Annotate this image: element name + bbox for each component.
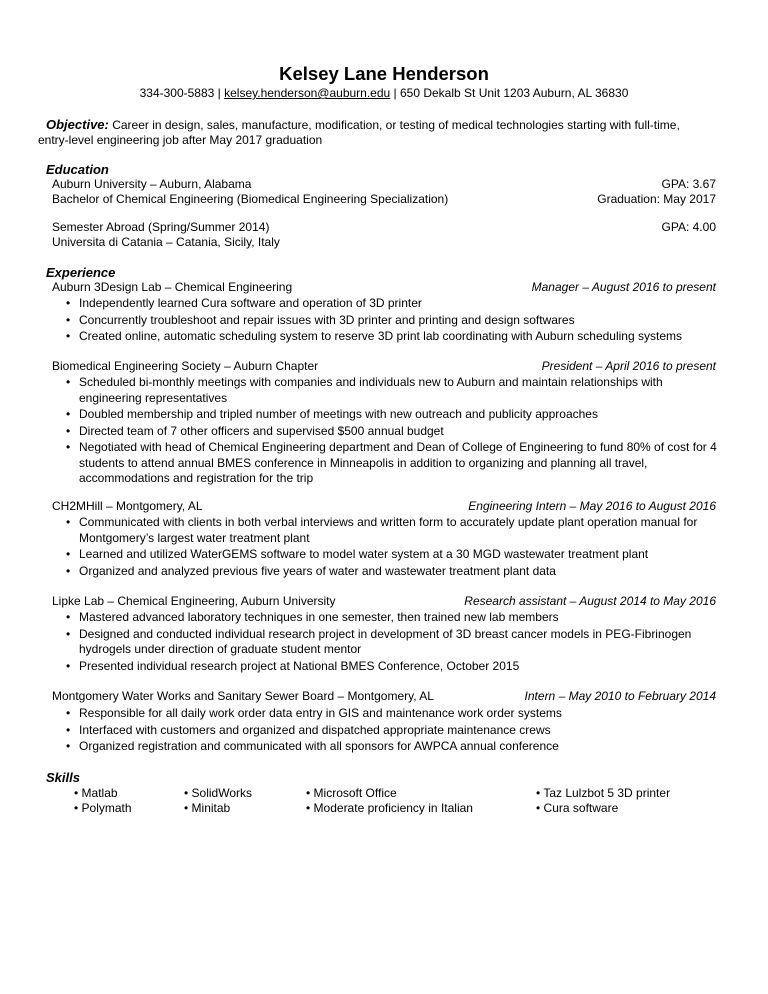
phone-number: 334-300-5883: [139, 86, 215, 100]
education-heading: Education: [46, 162, 109, 177]
skill-text: Taz Lulzbot 5 3D printer: [543, 786, 671, 800]
bullet-icon: •: [66, 739, 71, 753]
job-role: Manager – August 2016 to present: [531, 280, 716, 294]
bullet-text: Responsible for all daily work order data entry in GIS and maintenance work order systems: [79, 706, 562, 720]
job-role: Intern – May 2010 to February 2014: [524, 689, 716, 703]
bullet-icon: •: [66, 407, 71, 421]
list-item: [66, 564, 726, 580]
list-item: [66, 610, 726, 626]
skill-text: SolidWorks: [191, 786, 253, 800]
list-item: [184, 786, 252, 802]
bullet-icon: •: [66, 610, 71, 624]
education-row: [52, 192, 716, 207]
education-left: Universita di Catania – Catania, Sicily, Italy: [52, 235, 280, 249]
list-item: [66, 296, 726, 312]
bullet-icon: •: [536, 786, 541, 800]
list-item: [536, 786, 670, 802]
job-bullets: [66, 706, 726, 756]
bullet-icon: •: [184, 801, 189, 815]
bullet-icon: •: [66, 440, 71, 454]
job-bullets: [66, 375, 726, 488]
job-role: President – April 2016 to present: [541, 359, 716, 373]
applicant-name: Kelsey Lane Henderson: [279, 63, 489, 84]
job-header: [52, 280, 716, 295]
list-item: [66, 723, 726, 739]
bullet-icon: •: [536, 801, 541, 815]
education-right: GPA: 3.67: [661, 177, 716, 191]
contact-line: [0, 86, 768, 100]
job-header: [52, 359, 716, 374]
skill-text: Matlab: [81, 786, 118, 800]
list-item: [184, 801, 230, 817]
list-item: [66, 329, 726, 345]
skills-heading: Skills: [46, 770, 80, 785]
list-item: [66, 627, 726, 658]
bullet-text: Designed and conducted individual research project in development of 3D breast cancer models in PEG-Fibrinogen hydrogels under direction of graduate student mentor: [79, 626, 692, 656]
email-link[interactable]: kelsey.henderson@auburn.edu: [224, 86, 391, 100]
bullet-text: Negotiated with head of Chemical Engineering department and Dean of College of Engineering to fund 80% of cost for 4 students to attend annual BMES conference in Minneapolis in addition to organizing and planning all travel, accommodations and registration for the trip: [79, 440, 717, 485]
bullet-text: Interfaced with customers and organized and dispatched appropriate maintenance crews: [79, 722, 551, 737]
bullet-icon: •: [66, 563, 71, 578]
education-row: [52, 177, 716, 192]
bullet-text: Learned and utilized WaterGEMS software to model water system at a 30 MGD wastewater treatment plant: [79, 547, 649, 561]
bullet-icon: •: [66, 515, 71, 529]
bullet-icon: •: [66, 706, 71, 720]
bullet-text: Mastered advanced laboratory techniques in one semester, then trained new lab members: [79, 610, 559, 624]
bullet-text: Organized registration and communicated with all sponsors for AWPCA annual conference: [79, 739, 559, 753]
education-left: Bachelor of Chemical Engineering (Biomedical Engineering Specialization): [52, 192, 449, 206]
address: | 650 Dekalb St Unit 1203 Auburn, AL 36830: [390, 86, 629, 100]
job-role: Research assistant – August 2014 to May 2016: [464, 594, 716, 608]
education-right: GPA: 4.00: [661, 220, 716, 234]
list-item: [74, 801, 132, 817]
bullet-text: Directed team of 7 other officers and supervised $500 annual budget: [79, 423, 444, 438]
job-organization: Lipke Lab – Chemical Engineering, Auburn University: [52, 594, 336, 608]
skill-text: Cura software: [543, 801, 619, 815]
bullet-icon: •: [306, 801, 311, 815]
bullet-icon: •: [66, 547, 71, 561]
list-item: [66, 424, 726, 440]
job-role: Engineering Intern – May 2016 to August 2016: [468, 499, 716, 513]
skill-text: Minitab: [191, 801, 231, 815]
bullet-text: Concurrently troubleshoot and repair issues with 3D printer and printing and design softwares: [79, 312, 575, 327]
bullet-icon: •: [306, 786, 311, 800]
bullet-icon: •: [66, 329, 71, 343]
list-item: [306, 801, 473, 817]
bullet-icon: •: [66, 296, 71, 310]
bullet-text: Organized and analyzed previous five years of water and wastewater treatment plant data: [79, 563, 556, 578]
job-bullets: [66, 515, 726, 580]
bullet-text: Created online, automatic scheduling system to reserve 3D print lab coordinating with Auburn scheduling systems: [79, 329, 682, 343]
skill-text: Polymath: [81, 801, 132, 815]
job-organization: Biomedical Engineering Society – Auburn Chapter: [52, 359, 319, 373]
job-header: [52, 594, 716, 609]
bullet-icon: •: [66, 626, 71, 641]
list-item: [66, 547, 726, 563]
bullet-icon: •: [66, 658, 71, 673]
education-left: Auburn University – Auburn, Alabama: [52, 177, 252, 191]
objective-text-line2: entry-level engineering job after May 2017 graduation: [38, 133, 323, 147]
list-item: [66, 375, 726, 406]
list-item: [306, 786, 397, 802]
bullet-icon: •: [66, 423, 71, 438]
job-header: [52, 689, 716, 704]
job-organization: Auburn 3Design Lab – Chemical Engineering: [52, 280, 293, 294]
experience-heading: Experience: [46, 265, 116, 280]
job-organization: CH2MHill – Montgomery, AL: [52, 499, 203, 513]
list-item: [66, 313, 726, 329]
list-item: [66, 407, 726, 423]
education-row: [52, 235, 716, 250]
bullet-icon: •: [66, 722, 71, 737]
skill-text: Moderate proficiency in Italian: [313, 801, 473, 815]
bullet-icon: •: [74, 801, 79, 815]
bullet-icon: •: [66, 312, 71, 327]
list-item: [66, 515, 726, 546]
job-header: [52, 499, 716, 514]
job-bullets: [66, 296, 726, 346]
list-item: [66, 706, 726, 722]
objective: [38, 117, 736, 148]
job-bullets: [66, 610, 726, 675]
bullet-text: Independently learned Cura software and operation of 3D printer: [79, 296, 422, 310]
bullet-text: Presented individual research project at National BMES Conference, October 2015: [79, 658, 520, 673]
job-organization: Montgomery Water Works and Sanitary Sewer Board – Montgomery, AL: [52, 689, 434, 703]
education-right: Graduation: May 2017: [597, 192, 716, 206]
objective-text-line1: Career in design, sales, manufacture, modification, or testing of medical technologies starting with full-time,: [108, 118, 680, 132]
skill-text: Microsoft Office: [313, 786, 397, 800]
bullet-icon: •: [66, 375, 71, 389]
list-item: [74, 786, 118, 802]
list-item: [536, 801, 618, 817]
bullet-icon: •: [74, 786, 79, 800]
bullet-icon: •: [184, 786, 189, 800]
list-item: [66, 659, 726, 675]
bullet-text: Communicated with clients in both verbal interviews and written form to accurately update plant operation manual for Montgomery’s largest water treatment plant: [79, 515, 698, 545]
bullet-text: Doubled membership and tripled number of meetings with new outreach and publicity approaches: [79, 407, 598, 421]
list-item: [66, 739, 726, 755]
education-row: [52, 220, 716, 235]
education-left: Semester Abroad (Spring/Summer 2014): [52, 220, 270, 234]
bullet-text: Scheduled bi-monthly meetings with companies and individuals new to Auburn and maintain relationships with engineering representatives: [79, 375, 663, 405]
contact-separator: |: [214, 86, 225, 100]
list-item: [66, 440, 726, 487]
objective-label: Objective:: [46, 117, 109, 132]
